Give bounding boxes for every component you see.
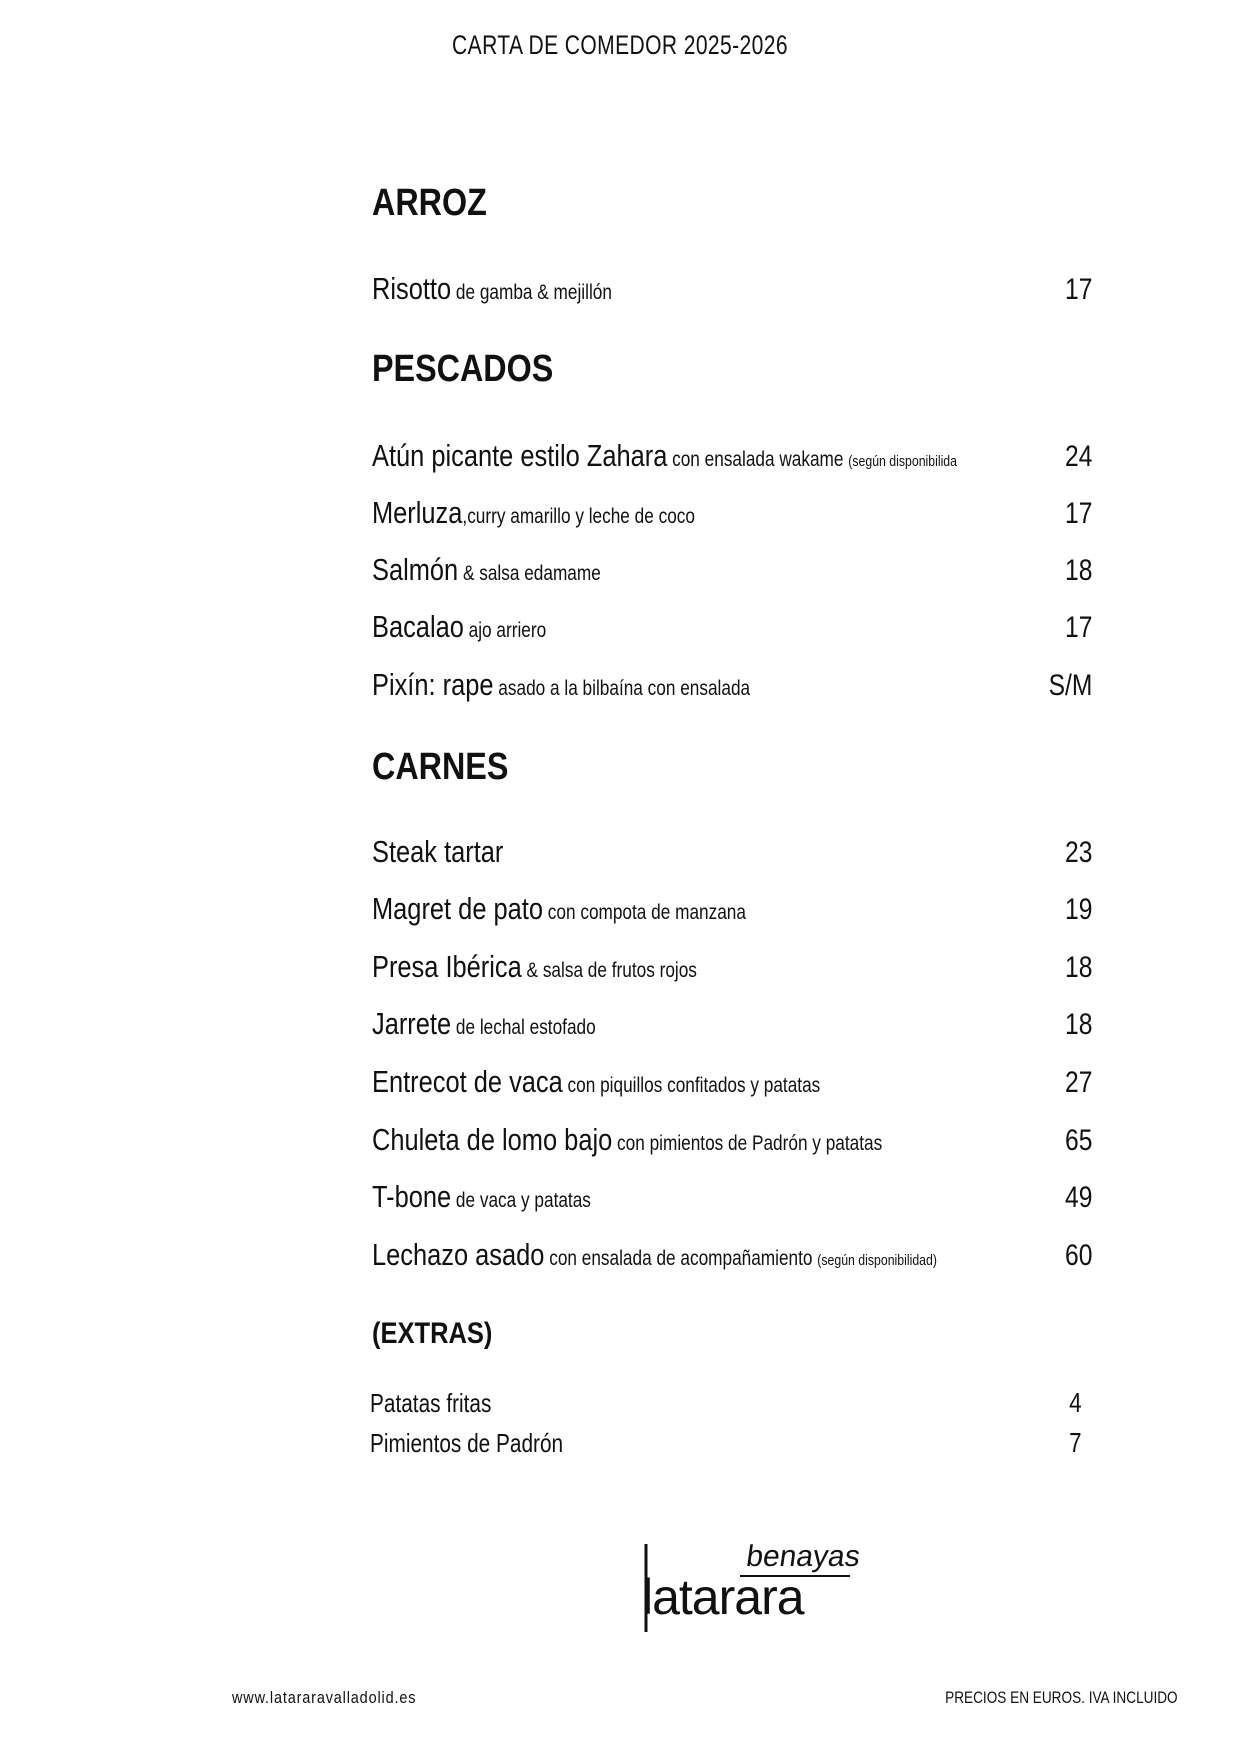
menu-item-steak-tartar [372, 830, 1092, 870]
item-name: Merluza [372, 495, 463, 530]
item-price: 23 [1064, 836, 1092, 869]
menu-item-lechazo [372, 1233, 1092, 1273]
item-description: con ensalada de acompañamiento [544, 1247, 818, 1270]
item-price: 18 [1064, 951, 1092, 984]
item-price: 4 [1069, 1387, 1082, 1418]
item-price: 27 [1064, 1066, 1092, 1099]
logo-wordmark: latarara [642, 1569, 804, 1625]
item-price: 65 [1064, 1124, 1092, 1157]
item-name: Magret de pato [372, 891, 543, 926]
section-title-arroz: ARROZ [372, 182, 487, 224]
menu-item-magret [372, 887, 1092, 927]
item-price: 24 [1064, 440, 1092, 473]
menu-item-merluza [372, 491, 1092, 531]
menu-item-presa [372, 945, 1092, 985]
item-description: con pimientos de Padrón y patatas [612, 1132, 883, 1155]
item-name: Lechazo asado [372, 1237, 545, 1272]
section-title-pescados: PESCADOS [372, 348, 554, 390]
menu-item-t-bone [372, 1175, 1092, 1215]
menu-item-bacalao [372, 605, 1092, 645]
item-price: 7 [1069, 1427, 1082, 1458]
item-price: 17 [1064, 273, 1092, 306]
item-note: (según disponibilida [848, 453, 957, 470]
item-price: 18 [1064, 1008, 1092, 1041]
logo-subtitle: benayas [744, 1540, 863, 1573]
item-price: 18 [1064, 554, 1092, 587]
section-title-carnes: CARNES [372, 746, 509, 788]
page-title: CARTA DE COMEDOR 2025-2026 [452, 30, 788, 60]
item-price: 19 [1064, 893, 1092, 926]
item-name: Risotto [372, 271, 452, 306]
item-name: Steak tartar [372, 834, 504, 869]
item-name: Jarrete [372, 1006, 452, 1041]
item-price: 60 [1064, 1239, 1092, 1272]
item-name: Pixín: rape [372, 667, 494, 702]
item-description: de vaca y patatas [451, 1189, 591, 1212]
item-description: ,curry amarillo y leche de coco [462, 505, 695, 528]
item-description: & salsa de frutos rojos [521, 959, 697, 982]
latarara-logo [628, 1532, 888, 1642]
menu-item-atun [372, 434, 1092, 474]
item-description: de gamba & mejillón [451, 281, 612, 304]
footer-price-note: PRECIOS EN EUROS. IVA INCLUIDO [945, 1688, 1178, 1707]
item-name: Presa Ibérica [372, 949, 522, 984]
item-name: Chuleta de lomo bajo [372, 1122, 613, 1157]
item-description: con piquillos confitados y patatas [562, 1074, 821, 1097]
extra-item-patatas [370, 1385, 1082, 1419]
item-description: ajo arriero [463, 619, 547, 642]
item-price: S/M [1048, 669, 1092, 702]
extra-item-pimientos [370, 1425, 1082, 1459]
item-description: asado a la bilbaína con ensalada [493, 677, 751, 700]
section-title-extras: (EXTRAS) [372, 1317, 493, 1350]
menu-item-chuleta [372, 1118, 1092, 1158]
item-name: Bacalao [372, 609, 464, 644]
item-price: 17 [1064, 497, 1092, 530]
menu-item-jarrete [372, 1002, 1092, 1042]
item-note: (según disponibilidad) [817, 1252, 937, 1269]
item-name: Salmón [372, 552, 459, 587]
item-price: 17 [1064, 611, 1092, 644]
item-name: Patatas fritas [370, 1388, 492, 1418]
item-description: & salsa edamame [458, 562, 601, 585]
menu-item-pixin [372, 663, 1092, 703]
footer-website: www.latararavalladolid.es [232, 1688, 417, 1707]
menu-item-salmon [372, 548, 1092, 588]
item-description: con compota de manzana [542, 901, 746, 924]
menu-item-entrecot [372, 1060, 1092, 1100]
item-name: T-bone [372, 1179, 452, 1214]
item-name: Entrecot de vaca [372, 1064, 563, 1099]
item-name: Atún picante estilo Zahara [372, 438, 668, 473]
item-price: 49 [1064, 1181, 1092, 1214]
item-description: de lechal estofado [451, 1016, 596, 1039]
item-description: con ensalada wakame [667, 448, 849, 471]
menu-item-risotto [372, 267, 1092, 307]
item-name: Pimientos de Padrón [370, 1428, 564, 1458]
